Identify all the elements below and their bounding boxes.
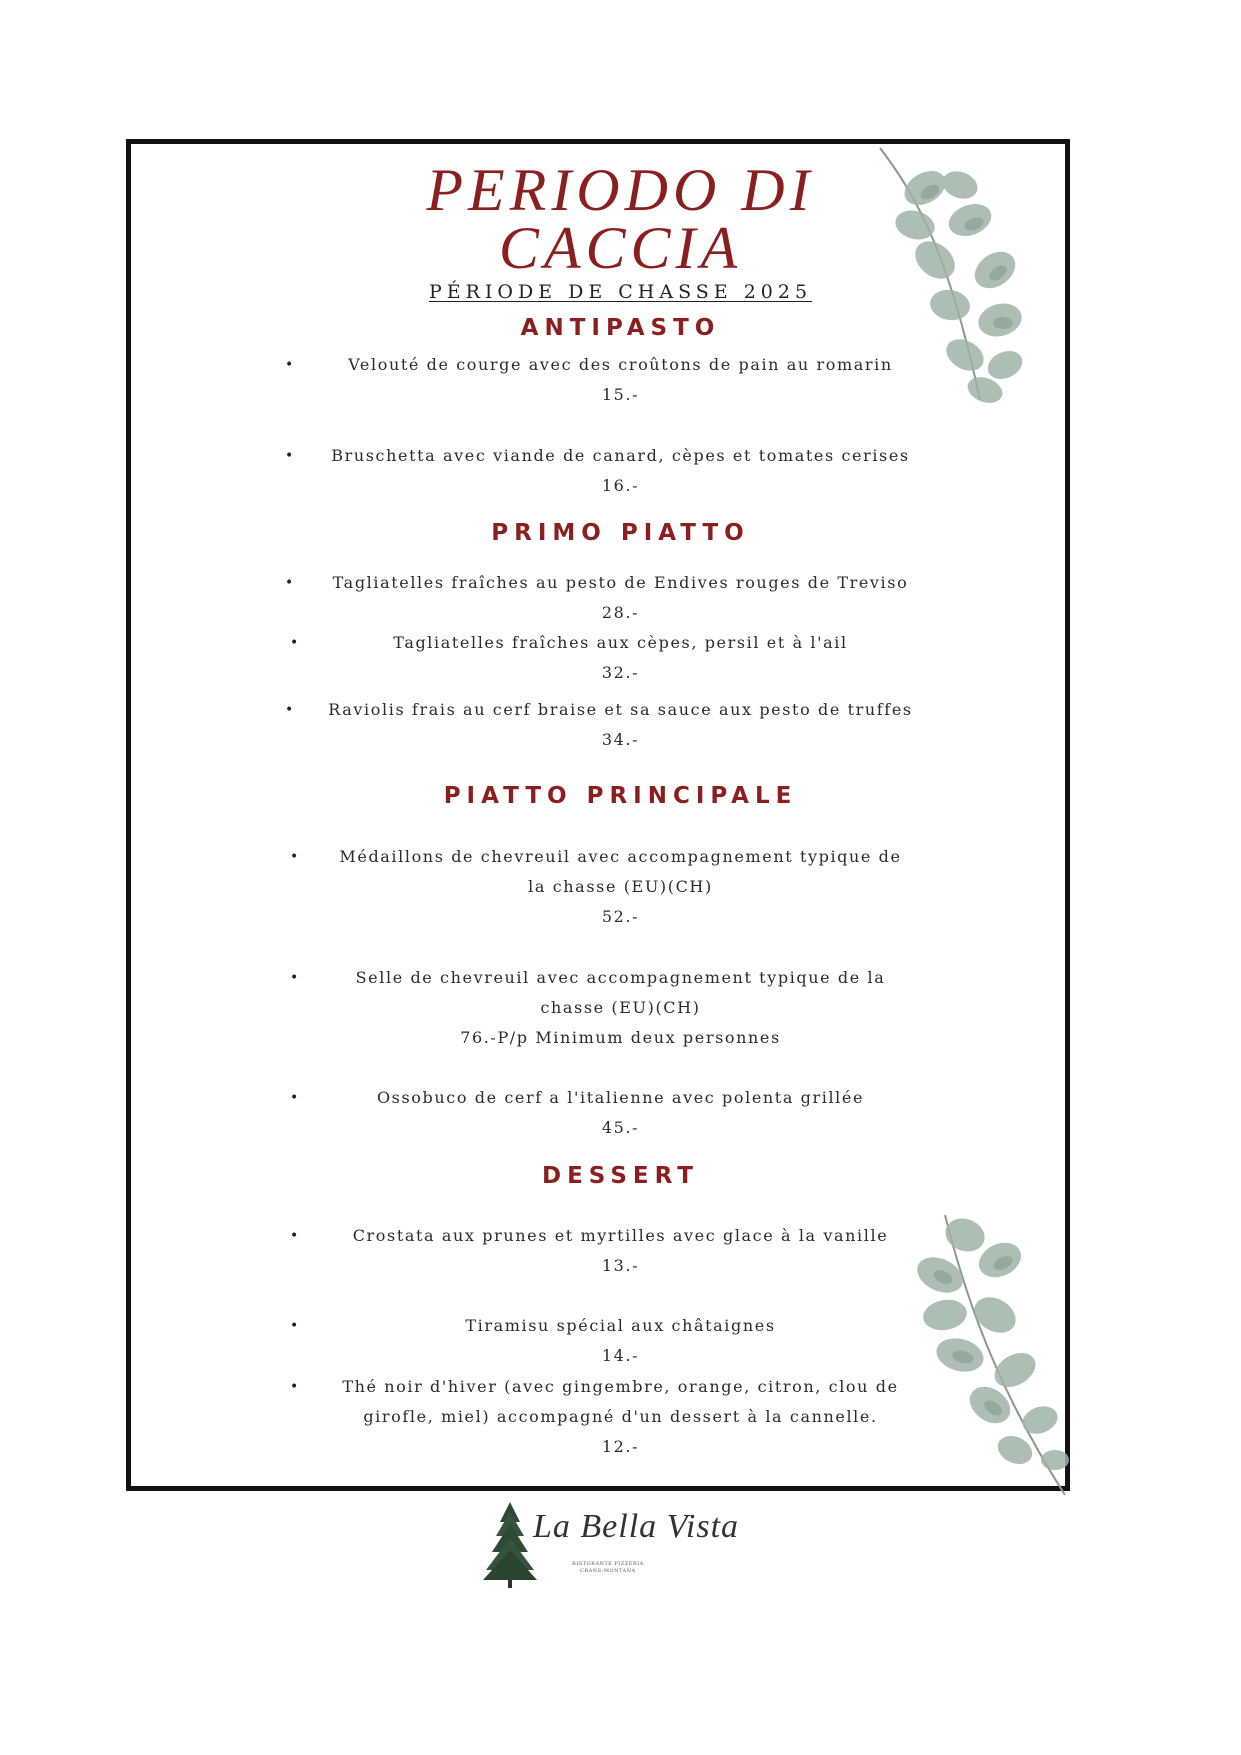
bullet-icon: •: [290, 635, 299, 651]
item-price: 45.-: [601, 1118, 640, 1137]
menu-subtitle-text: PÉRIODE DE CHASSE 2025: [428, 281, 813, 303]
item-name-line1: Thé noir d'hiver (avec gingembre, orange, citron, clou de: [342, 1377, 899, 1396]
item-name: Ossobuco de cerf a l'italienne avec polenta grillée: [376, 1088, 865, 1107]
menu-item-antipasto-1: [0, 350, 1241, 410]
item-price: 28.-: [601, 603, 640, 622]
section-heading-antipasto: ANTIPASTO: [520, 315, 721, 341]
bullet-icon: •: [285, 357, 294, 373]
item-price: 34.-: [601, 730, 640, 749]
logo-tagline-line1: RISTORANTE PIZZERIA: [572, 1561, 644, 1567]
section-heading-primo-piatto: PRIMO PIATTO: [491, 520, 750, 546]
restaurant-logo: [480, 1500, 740, 1590]
menu-item-primo-2: [0, 628, 1241, 688]
bullet-icon: •: [290, 1090, 299, 1106]
item-name-line1: Selle de chevreuil avec accompagnement typique de la: [355, 968, 886, 987]
menu-title-line2: CACCIA: [498, 215, 743, 281]
bullet-icon: •: [285, 702, 294, 718]
item-name: Tagliatelles fraîches au pesto de Endives rouges de Treviso: [332, 573, 909, 592]
item-price: 32.-: [601, 663, 640, 682]
logo-tagline-line2: CRANS-MONTANA: [580, 1568, 636, 1574]
item-name: Tagliatelles fraîches aux cèpes, persil et à l'ail: [393, 633, 848, 652]
bullet-icon: •: [290, 849, 299, 865]
menu-item-primo-3: [0, 695, 1241, 755]
menu-item-dessert-1: [0, 1221, 1241, 1281]
item-name: Crostata aux prunes et myrtilles avec glace à la vanille: [352, 1226, 889, 1245]
bullet-icon: •: [290, 970, 299, 986]
item-name: Bruschetta avec viande de canard, cèpes et tomates cerises: [331, 446, 910, 465]
section-heading-dessert: DESSERT: [542, 1163, 699, 1189]
menu-title-line1: PERIODO DI: [426, 157, 815, 223]
item-name: Tiramisu spécial aux châtaignes: [465, 1316, 776, 1335]
item-name-line2: la chasse (EU)(CH): [528, 877, 713, 896]
bullet-icon: •: [290, 1228, 299, 1244]
fir-tree-icon: [480, 1500, 540, 1590]
menu-subtitle: [0, 281, 1241, 303]
item-price: 16.-: [601, 476, 640, 495]
menu-item-principale-3: [0, 1083, 1241, 1143]
item-price: 12.-: [601, 1437, 640, 1456]
menu-item-principale-2: [0, 963, 1241, 1053]
section-heading-piatto-principale: PIATTO PRINCIPALE: [443, 783, 798, 809]
item-price: 13.-: [601, 1256, 640, 1275]
item-price: 14.-: [601, 1346, 640, 1365]
item-name-line2: chasse (EU)(CH): [540, 998, 701, 1017]
menu-item-dessert-3: [0, 1372, 1241, 1462]
logo-tagline: [572, 1561, 644, 1575]
bullet-icon: •: [290, 1318, 299, 1334]
item-price: 15.-: [601, 385, 640, 404]
bullet-icon: •: [290, 1379, 299, 1395]
menu-item-dessert-2: [0, 1311, 1241, 1371]
bullet-icon: •: [285, 575, 294, 591]
logo-name: La Bella Vista: [533, 1508, 740, 1545]
menu-item-antipasto-2: [0, 441, 1241, 501]
item-name-line2: girofle, miel) accompagné d'un dessert à la cannelle.: [363, 1407, 878, 1426]
item-price: 52.-: [601, 907, 640, 926]
menu-item-principale-1: [0, 842, 1241, 932]
item-name: Raviolis frais au cerf braise et sa sauce aux pesto de truffes: [328, 700, 913, 719]
item-price: 76.-P/p Minimum deux personnes: [460, 1028, 781, 1047]
menu-item-primo-1: [0, 568, 1241, 628]
bullet-icon: •: [285, 448, 294, 464]
item-name-line1: Médaillons de chevreuil avec accompagnement typique de: [339, 847, 902, 866]
item-name: Velouté de courge avec des croûtons de pain au romarin: [348, 355, 893, 374]
